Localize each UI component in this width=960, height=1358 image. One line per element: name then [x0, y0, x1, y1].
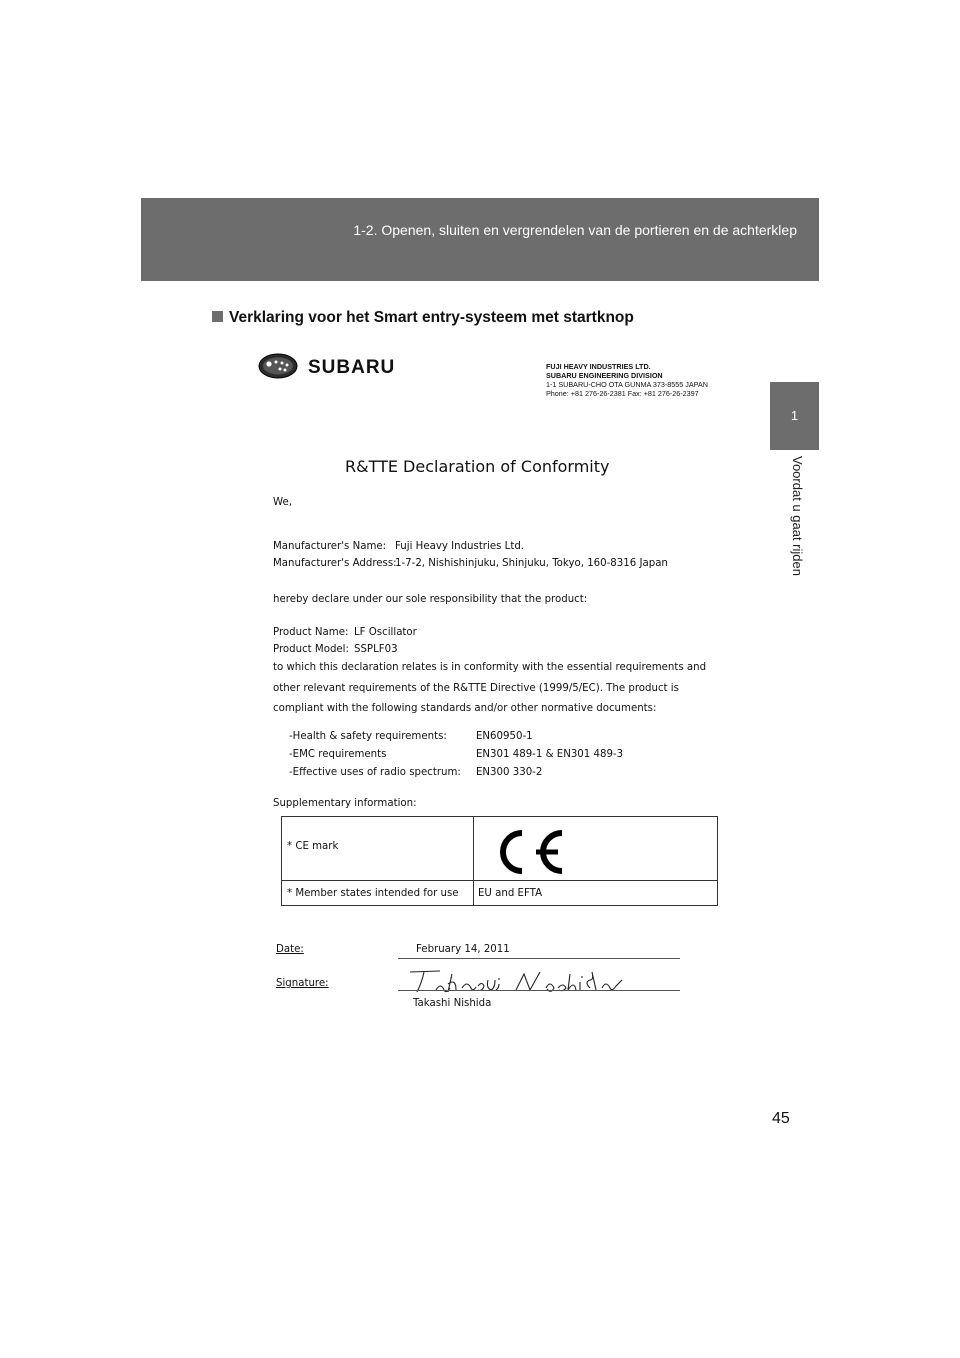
subaru-wordmark: SUBARU: [308, 357, 396, 378]
handwritten-signature: [406, 966, 626, 996]
supplementary-table: [281, 816, 718, 906]
we-text: We,: [273, 497, 292, 508]
member-states-value: EU and EFTA: [478, 888, 543, 899]
table-divider: [282, 880, 717, 881]
company-name: FUJI HEAVY INDUSTRIES LTD.: [546, 362, 651, 371]
section-title: 1-2. Openen, sluiten en vergrendelen van de portieren en de achterklep: [353, 222, 797, 238]
chapter-label: Voordat u gaat rijden: [790, 456, 805, 576]
product-model-label: Product Model:: [273, 644, 349, 655]
company-address: 1-1 SUBARU-CHO OTA GUNMA 373-8555 JAPAN: [546, 380, 708, 389]
standard-label: -Effective uses of radio spectrum:: [289, 767, 461, 778]
signature-label: Signature:: [276, 978, 329, 989]
conformity-line-3: compliant with the following standards and/or other normative documents:: [273, 703, 657, 714]
section-header-band: [141, 198, 819, 281]
signatory-name: Takashi Nishida: [413, 998, 492, 1009]
page-number: 45: [772, 1110, 790, 1127]
standard-value: EN60950-1: [476, 731, 533, 742]
ce-mark-label: * CE mark: [287, 841, 339, 852]
table-divider: [473, 817, 474, 905]
date-value: February 14, 2011: [416, 944, 510, 955]
signature-underline: [398, 990, 680, 991]
member-states-label: * Member states intended for use: [287, 888, 459, 899]
standard-label: -EMC requirements: [289, 749, 387, 760]
conformity-paragraph: [273, 658, 706, 720]
product-name: LF Oscillator: [354, 627, 417, 638]
conformity-line-2: other relevant requirements of the R&TTE Directive (1999/5/EC). The product is: [273, 682, 679, 694]
subaru-logo: [258, 351, 418, 381]
conformity-line-1: to which this declaration relates is in conformity with the essential requirements and: [273, 662, 707, 673]
section-heading-text: Verklaring voor het Smart entry-systeem met startknop: [229, 309, 634, 326]
chapter-tab: [770, 382, 819, 450]
company-division: SUBARU ENGINEERING DIVISION: [546, 371, 663, 380]
date-underline: [398, 958, 680, 959]
manufacturer-name: Fuji Heavy Industries Ltd.: [395, 541, 525, 552]
square-bullet-icon: [212, 311, 223, 322]
date-label: Date:: [276, 944, 304, 955]
supplementary-label: Supplementary information:: [273, 798, 417, 809]
manufacturer-address-label: Manufacturer's Address:: [273, 558, 397, 569]
ce-mark-icon: [488, 829, 566, 875]
chapter-label-vertical: [789, 456, 807, 596]
standard-label: -Health & safety requirements:: [289, 731, 447, 742]
chapter-number: 1: [790, 408, 799, 423]
manufacturer-address: 1-7-2, Nishishinjuku, Shinjuku, Tokyo, 160-8316 Japan: [395, 558, 668, 569]
product-model: SSPLF03: [354, 644, 398, 655]
declaration-title: R&TTE Declaration of Conformity: [345, 457, 610, 476]
declare-text: hereby declare under our sole responsibility that the product:: [273, 594, 588, 605]
section-heading: [212, 309, 634, 327]
standard-value: EN300 330-2: [476, 767, 543, 778]
standard-value: EN301 489-1 & EN301 489-3: [476, 749, 624, 760]
company-phone-fax: Phone: +81 276-26-2381 Fax: +81 276-26-2397: [546, 389, 699, 398]
company-address-block: [546, 362, 708, 398]
product-name-label: Product Name:: [273, 627, 349, 638]
manufacturer-name-label: Manufacturer's Name:: [273, 541, 387, 552]
